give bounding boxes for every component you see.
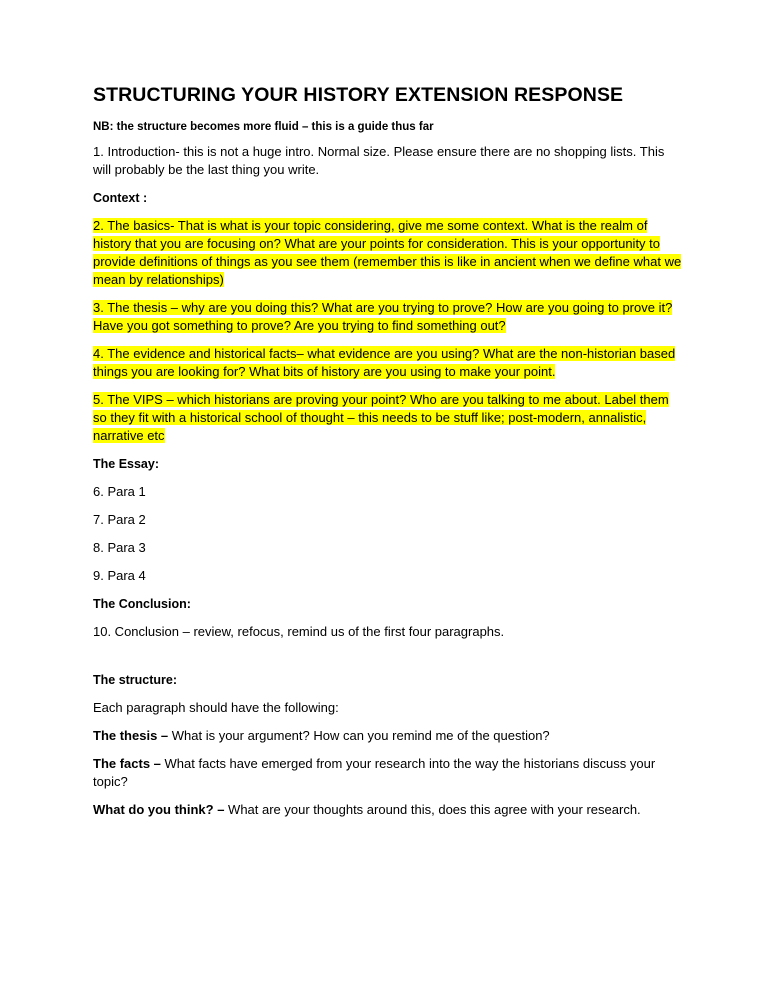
structure-item-thesis bbox=[93, 727, 683, 745]
para-item-3: 8. Para 3 bbox=[93, 540, 146, 555]
nb-note: NB: the structure becomes more fluid – this is a guide thus far bbox=[93, 121, 434, 133]
highlight-basics: 2. The basics- That is what is your topic considering, give me some context. What is the realm of history that you are focusing on? What are your points for consideration. This is your opportunity to provide definitions of things as you see them (remember this is like in ancient when we define what we mean by relationships) bbox=[93, 218, 682, 287]
intro-paragraph: 1. Introduction- this is not a huge intro. Normal size. Please ensure there are no shopping lists. This will probably be the last thing you write. bbox=[93, 144, 665, 177]
item-basics bbox=[93, 217, 683, 289]
highlight-vips: 5. The VIPS – which historians are proving your point? Who are you talking to me about. Label them so they fit with a historical school of thought – this needs to be stuff like; post-modern, annalistic, narrative etc bbox=[93, 392, 669, 443]
structure-label: What do you think? – bbox=[93, 802, 225, 817]
structure-text: What is your argument? How can you remind me of the question? bbox=[168, 728, 550, 743]
structure-label: The facts – bbox=[93, 756, 161, 771]
structure-heading: The structure: bbox=[93, 673, 178, 687]
conclusion-heading: The Conclusion: bbox=[93, 597, 191, 611]
essay-heading: The Essay: bbox=[93, 457, 160, 471]
item-evidence bbox=[93, 345, 683, 381]
para-item-4: 9. Para 4 bbox=[93, 568, 146, 583]
structure-text: What are your thoughts around this, does this agree with your research. bbox=[224, 802, 641, 817]
item-thesis bbox=[93, 299, 683, 335]
structure-item-opinion bbox=[93, 801, 683, 819]
item-vips bbox=[93, 391, 683, 445]
structure-item-facts bbox=[93, 755, 683, 791]
para-item-1: 6. Para 1 bbox=[93, 484, 146, 499]
structure-intro: Each paragraph should have the following: bbox=[93, 700, 339, 715]
document-body bbox=[93, 84, 683, 829]
para-item-2: 7. Para 2 bbox=[93, 512, 146, 527]
structure-text: What facts have emerged from your research into the way the historians discuss your topic? bbox=[93, 756, 656, 789]
page-title: STRUCTURING YOUR HISTORY EXTENSION RESPONSE bbox=[93, 84, 624, 106]
context-heading: Context : bbox=[93, 191, 148, 205]
highlight-thesis: 3. The thesis – why are you doing this? What are you trying to prove? How are you going to prove it? Have you got something to prove? Are you trying to find something out? bbox=[93, 300, 673, 333]
conclusion-text: 10. Conclusion – review, refocus, remind us of the first four paragraphs. bbox=[93, 624, 505, 639]
highlight-evidence: 4. The evidence and historical facts– what evidence are you using? What are the non-historian based things you are looking for? What bits of history are you using to make your point. bbox=[93, 346, 676, 379]
structure-label: The thesis – bbox=[93, 728, 169, 743]
